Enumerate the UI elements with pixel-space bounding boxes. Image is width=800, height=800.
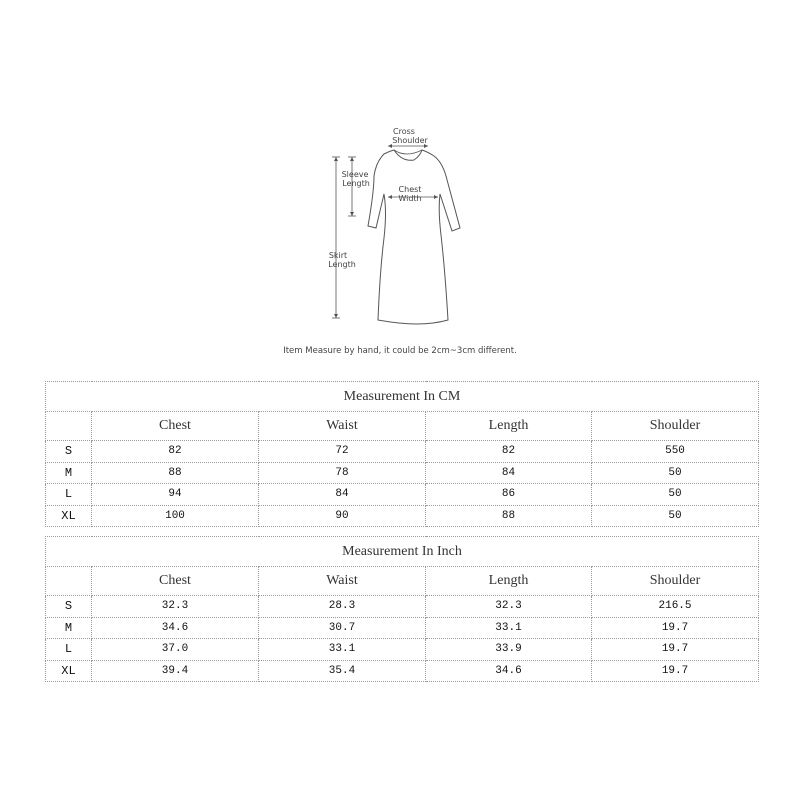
table-cell: 216.5 [592, 596, 759, 618]
table-title: Measurement In CM [46, 382, 759, 412]
table-cell: 33.9 [426, 639, 592, 661]
table-cell: 82 [92, 441, 259, 463]
size-label: XL [46, 505, 92, 527]
table-header-row [46, 567, 759, 596]
table-cell: 19.7 [592, 617, 759, 639]
table-cell: 78 [259, 462, 426, 484]
table-cell: 37.0 [92, 639, 259, 661]
table-cell: 50 [592, 484, 759, 506]
column-header: Shoulder [592, 412, 759, 441]
size-label: M [46, 617, 92, 639]
table-cell: 84 [259, 484, 426, 506]
header-blank-cell [46, 412, 92, 441]
table-cell: 86 [426, 484, 592, 506]
size-label: XL [46, 660, 92, 682]
table-cell: 19.7 [592, 660, 759, 682]
column-header: Shoulder [592, 567, 759, 596]
table-row [46, 596, 759, 618]
table-cell: 50 [592, 462, 759, 484]
size-label: L [46, 639, 92, 661]
skirt-length-label-1: Skirt [328, 251, 348, 260]
table-cell: 94 [92, 484, 259, 506]
column-header: Chest [92, 412, 259, 441]
column-header: Chest [92, 567, 259, 596]
size-label: S [46, 441, 92, 463]
table-row [46, 617, 759, 639]
table-cell: 100 [92, 505, 259, 527]
table-cell: 19.7 [592, 639, 759, 661]
table-row [46, 441, 759, 463]
chest-width-label-2: Width [398, 194, 422, 203]
chest-width-label-1: Chest [398, 185, 422, 194]
sleeve-length-label-1: Sleeve [341, 170, 369, 179]
size-label: L [46, 484, 92, 506]
table-cell: 72 [259, 441, 426, 463]
table-cell: 34.6 [92, 617, 259, 639]
measurement-diagram [300, 120, 500, 335]
table-cell: 32.3 [92, 596, 259, 618]
table-cell: 33.1 [426, 617, 592, 639]
table-cell: 28.3 [259, 596, 426, 618]
table-title: Measurement In Inch [46, 537, 759, 567]
column-header: Length [426, 412, 592, 441]
table-row [46, 462, 759, 484]
table-row [46, 639, 759, 661]
table-header-row [46, 412, 759, 441]
table-cell: 34.6 [426, 660, 592, 682]
column-header: Length [426, 567, 592, 596]
table-cell: 39.4 [92, 660, 259, 682]
measurement-cm-table [45, 381, 759, 527]
cross-shoulder-label-2: Shoulder [392, 136, 428, 145]
size-label: M [46, 462, 92, 484]
skirt-length-label-2: Length [328, 260, 356, 269]
table-cell: 84 [426, 462, 592, 484]
header-blank-cell [46, 567, 92, 596]
table-cell: 35.4 [259, 660, 426, 682]
dress-outline-icon [300, 120, 500, 335]
table-title-row [46, 382, 759, 412]
table-cell: 90 [259, 505, 426, 527]
table-cell: 550 [592, 441, 759, 463]
column-header: Waist [259, 567, 426, 596]
table-row [46, 484, 759, 506]
table-row [46, 660, 759, 682]
table-cell: 33.1 [259, 639, 426, 661]
table-cell: 50 [592, 505, 759, 527]
size-label: S [46, 596, 92, 618]
table-cell: 30.7 [259, 617, 426, 639]
cross-shoulder-label-1: Cross [393, 127, 415, 136]
table-cell: 88 [92, 462, 259, 484]
column-header: Waist [259, 412, 426, 441]
table-cell: 88 [426, 505, 592, 527]
table-row [46, 505, 759, 527]
table-cell: 82 [426, 441, 592, 463]
sleeve-length-label-2: Length [342, 179, 370, 188]
measurement-inch-table [45, 536, 759, 682]
table-title-row [46, 537, 759, 567]
measurement-note: Item Measure by hand, it could be 2cm~3cm different. [283, 346, 517, 356]
table-cell: 32.3 [426, 596, 592, 618]
